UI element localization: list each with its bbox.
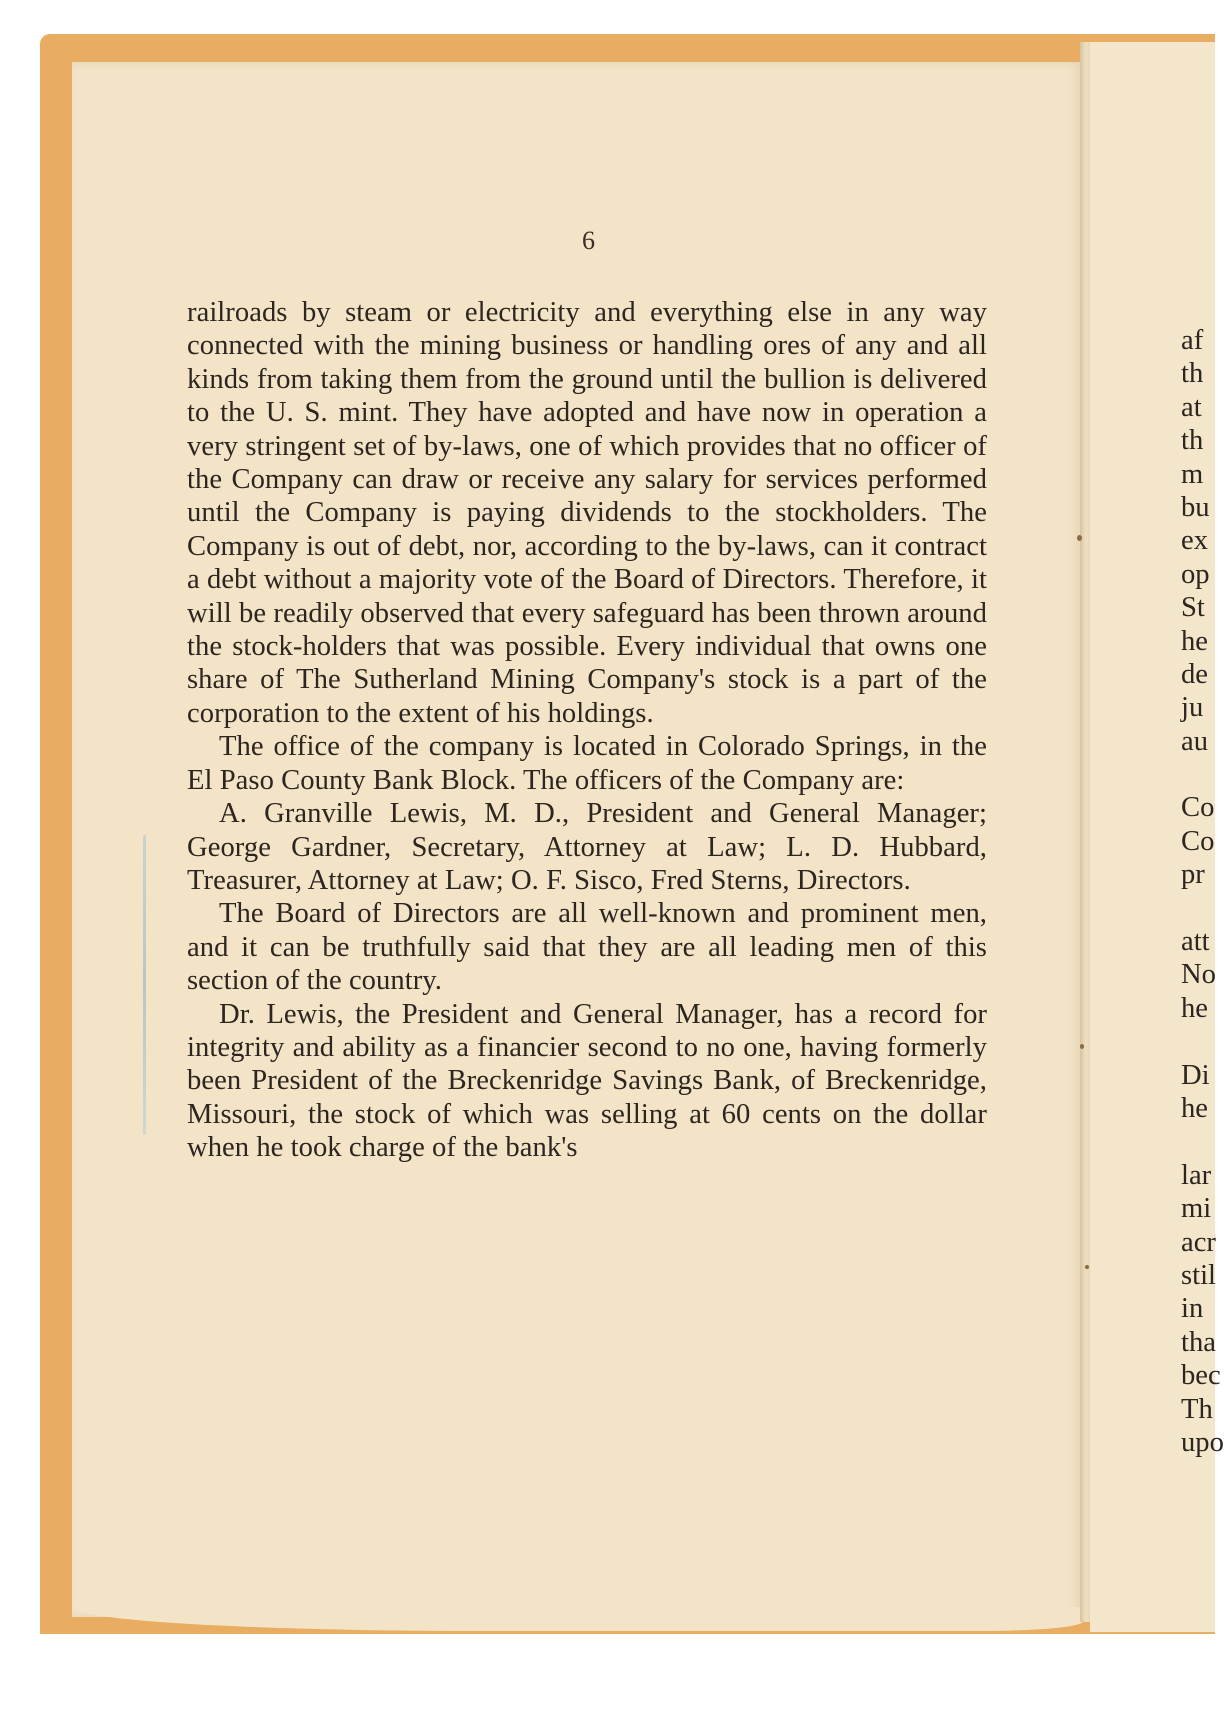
paper-speck [1080, 1044, 1084, 1049]
paragraph: Dr. Lewis, the President and General Manager, has a record for integrity and ability as a financier second to no one, having formerly been President of the Breckenridge Savings Bank, of Breckenridge, Missouri, the stock of which was selling at 60 cents on the dollar when he took charge of the bank's [187, 998, 987, 1164]
paper-speck [1077, 535, 1082, 541]
facing-page-line: St [1181, 592, 1205, 624]
facing-page-line: Di [1181, 1059, 1210, 1091]
facing-page-line: he [1181, 1092, 1208, 1124]
facing-page-line: th [1181, 425, 1204, 457]
paragraph: A. Granville Lewis, M. D., President and General Manager; George Gardner, Secretary, Attorney at Law; L. D. Hubbard, Treasurer, Attorney at Law; O. F. Sisco, Fred Sterns, Directors. [187, 798, 987, 896]
paper-speck [1085, 1265, 1089, 1269]
facing-page-line [1181, 758, 1224, 791]
facing-page-line: Co [1181, 825, 1215, 857]
facing-page-line: at [1181, 391, 1202, 423]
paragraph: railroads by steam or electricity and everything else in any way connected with the mining business or handling ores of any and all kinds from taking them from the ground until the bullion is delivered to the U. S. mint. They have adopted and have now in operation a very stringent set of by-laws, one of which provides that no officer of the Company can draw or receive any salary for services performed until the Company is paying dividends to the stockholders. The Company is out of debt, nor, according to the by-laws, can it contract a debt without a majority vote of the Board of Directors. Therefore, it will be readily observed that every safeguard has been thrown around the stock-holders that was possible. Every individual that owns one share of The Sutherland Mining Company's stock is a part of the corporation to the extent of his holdings. [187, 297, 987, 729]
facing-page-line: Th [1181, 1393, 1213, 1425]
facing-page-line: he [1181, 992, 1208, 1024]
facing-page-line: op [1181, 558, 1210, 590]
facing-page-line: upo [1181, 1426, 1224, 1458]
facing-page-line [1181, 1025, 1224, 1058]
facing-page-line [1181, 1125, 1224, 1158]
facing-page-line: th [1181, 358, 1204, 390]
facing-page-line: ju [1181, 692, 1204, 724]
facing-page-line: acr [1181, 1226, 1216, 1258]
facing-page-line: att [1181, 926, 1210, 958]
facing-page-line: bec [1181, 1360, 1221, 1392]
facing-page-line: No [1181, 959, 1216, 991]
facing-page-line: mi [1181, 1193, 1212, 1225]
facing-page-line: Co [1181, 792, 1215, 824]
facing-page-line: af [1181, 325, 1204, 356]
page-number: 6 [582, 226, 595, 255]
body-text [187, 296, 987, 1165]
pencil-mark [143, 835, 146, 1135]
facing-page-line: ex [1181, 525, 1208, 557]
facing-page-line: he [1181, 625, 1208, 657]
facing-page-line: tha [1181, 1326, 1216, 1358]
facing-page-line: de [1181, 658, 1208, 690]
facing-page-line: in [1181, 1293, 1204, 1325]
paragraph: The office of the company is located in Colorado Springs, in the El Paso County Bank Block. The officers of the Company are: [187, 731, 987, 796]
facing-page-line: pr [1181, 859, 1205, 891]
facing-page-line: bu [1181, 491, 1210, 523]
facing-page-line [1181, 892, 1224, 925]
facing-page-line: m [1181, 458, 1204, 490]
facing-page-line: au [1181, 725, 1208, 757]
facing-page-line: lar [1181, 1159, 1212, 1191]
paragraph: The Board of Directors are all well-known and prominent men, and it can be truthfully said that they are all leading men of this section of the country. [187, 898, 987, 997]
facing-page-text [1181, 324, 1224, 1459]
facing-page-line: stil [1181, 1259, 1216, 1291]
